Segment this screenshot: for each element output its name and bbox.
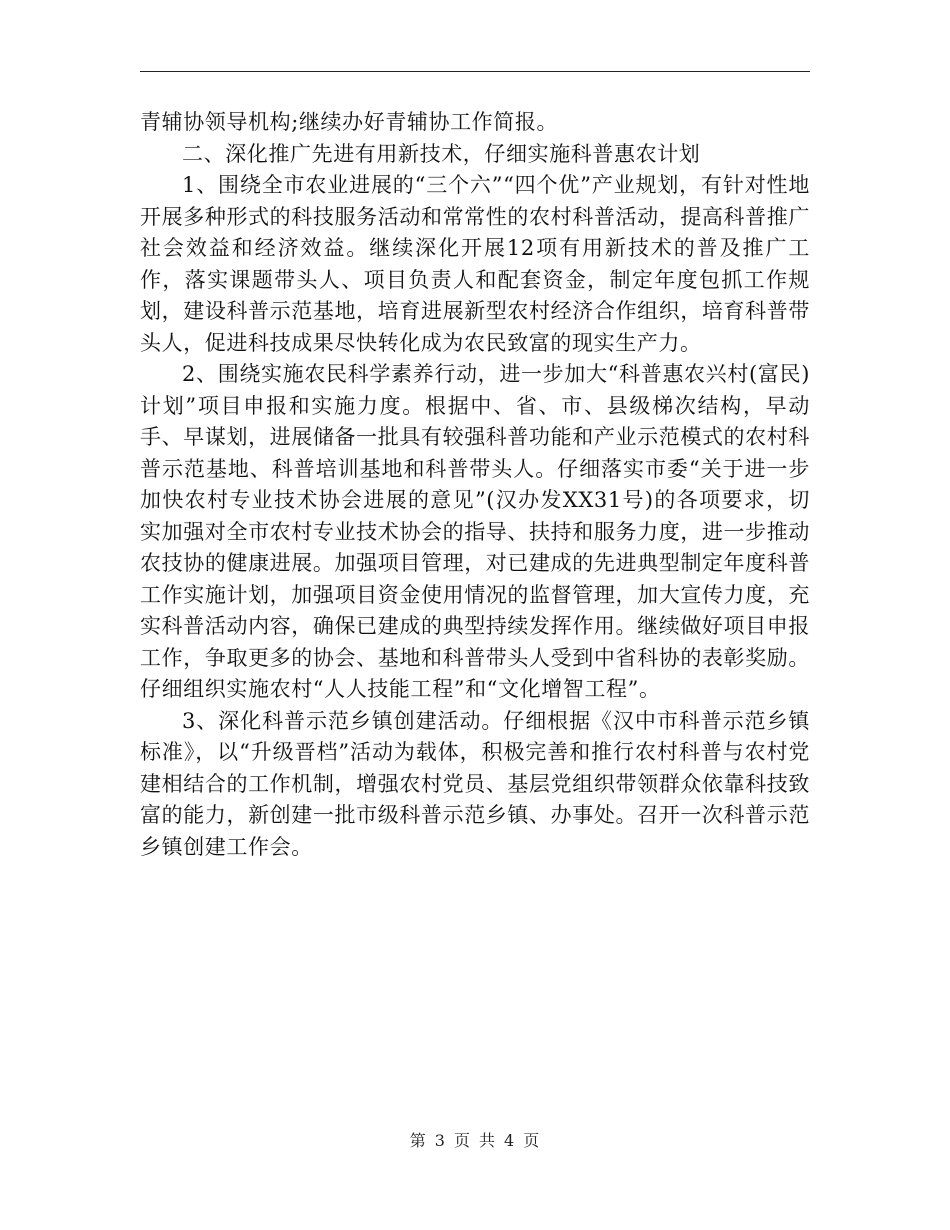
- footer-total-prefix: 共: [479, 1131, 497, 1150]
- footer-prefix: 第: [409, 1131, 427, 1150]
- document-body: [140, 107, 810, 863]
- page-footer: [0, 1128, 950, 1151]
- footer-page-label: 页: [453, 1131, 471, 1150]
- section-heading: 二、深化推广先进有用新技术，仔细实施科普惠农计划: [182, 141, 701, 166]
- paragraph-item-2: 2、围绕实施农民科学素养行动，进一步加大“科普惠农兴村(富民)计划”项目申报和实施力度。根据中、省、市、县级梯次结构，早动手、早谋划，进展储备一批具有较强科普功能和产业示范模式的农村科普示范基地、科普培训基地和科普带头人。仔细落实市委“关于进一步加快农村专业技术协会进展的意见”(汉办发XX31号)的各项要求，切实加强对全市农村专业技术协会的指导、扶持和服务力度，进一步推动农技协的健康进展。加强项目管理，对已建成的先进典型制定年度科普工作实施计划，加强项目资金使用情况的监督管理，加大宣传力度，充实科普活动内容，确保已建成的典型持续发挥作用。继续做好项目申报工作，争取更多的协会、基地和科普带头人受到中省科协的表彰奖励。仔细组织实施农村“人人技能工程”和“文化增智工程”。: [140, 362, 810, 701]
- footer-total-label: 页: [523, 1131, 541, 1150]
- footer-page-number: 3: [434, 1131, 446, 1150]
- paragraph-continuation: 青辅协领导机构;继续办好青辅协工作简报。: [140, 110, 559, 134]
- footer-total-pages: 4: [504, 1131, 516, 1150]
- paragraph-item-1: 1、围绕全市农业进展的“三个六”“四个优”产业规划，有针对性地开展多种形式的科技服务活动和常常性的农村科普活动，提高科普推广社会效益和经济效益。继续深化开展12项有用新技术的普及推广工作，落实课题带头人、项目负责人和配套资金，制定年度包抓工作规划，建设科普示范基地，培育进展新型农村经济合作组织，培育科普带头人，促进科技成果尽快转化成为农民致富的现实生产力。: [140, 173, 810, 355]
- paragraph-item-3: 3、深化科普示范乡镇创建活动。仔细根据《汉中市科普示范乡镇标准》，以“升级晋档”活动为载体，积极完善和推行农村科普与农村党建相结合的工作机制，增强农村党员、基层党组织带领群众依靠科技致富的能力，新创建一批市级科普示范乡镇、办事处。召开一次科普示范乡镇创建工作会。: [140, 708, 810, 859]
- header-rule: [140, 71, 810, 72]
